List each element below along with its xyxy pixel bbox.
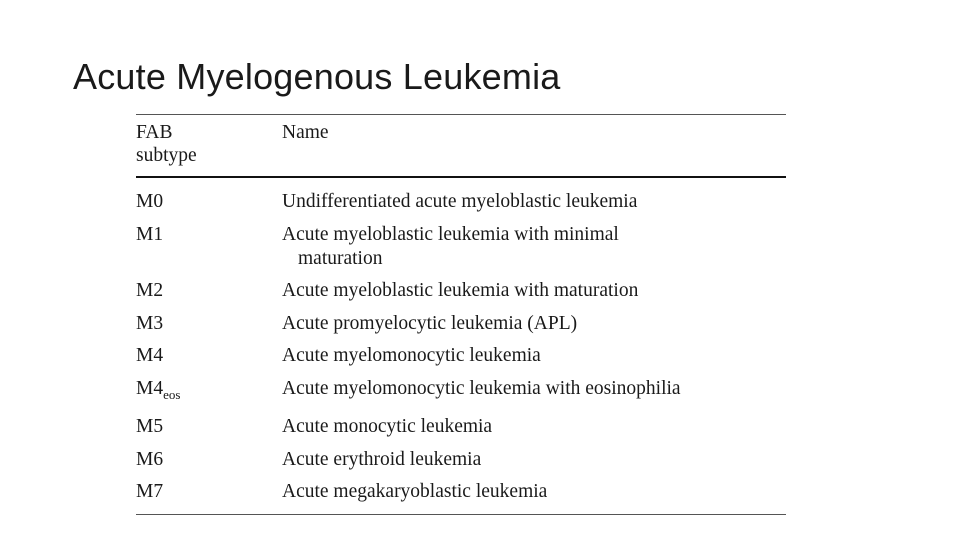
row-code-main: M4 (136, 377, 164, 399)
row-name: Acute monocytic leukemia (282, 416, 493, 437)
row-code: M0 (136, 191, 164, 212)
row-name: Acute megakaryoblastic leukemia (282, 481, 548, 502)
row-code: M4 (136, 345, 164, 366)
table-row (136, 448, 786, 472)
row-code: M3 (136, 312, 164, 334)
row-name-wrapper (282, 223, 786, 271)
table-row (136, 279, 786, 303)
row-code: M2 (136, 280, 164, 301)
header-subtype-label: subtype (136, 145, 197, 166)
row-code: M1 (136, 223, 164, 245)
table-header (136, 115, 786, 176)
row-name: Acute myelomonocytic leukemia (282, 345, 541, 366)
row-name: Acute erythroid leukemia (282, 448, 482, 470)
row-code: M7 (136, 481, 164, 502)
header-fab-label: FAB (136, 122, 173, 143)
table-row (136, 344, 786, 368)
row-code-subscript: eos (163, 386, 181, 402)
table-bottom-rule (136, 514, 786, 515)
row-code (136, 377, 282, 407)
row-name-continuation: maturation (298, 247, 383, 269)
table-row (136, 415, 786, 439)
table-row (136, 312, 786, 336)
fab-classification-table (136, 114, 786, 515)
row-name: Acute myeloblastic leukemia with minimal (282, 223, 619, 245)
row-name: Acute promyelocytic leukemia (APL) (282, 312, 578, 334)
table-row (136, 480, 786, 504)
row-name: Undifferentiated acute myeloblastic leukemia (282, 191, 638, 212)
header-name: Name (282, 122, 329, 143)
table-row (136, 190, 786, 214)
row-name: Acute myeloblastic leukemia with maturation (282, 280, 639, 301)
table-row (136, 223, 786, 271)
table-row (136, 377, 786, 407)
table-body (136, 178, 786, 514)
row-code: M5 (136, 416, 164, 437)
header-fab-subtype (136, 121, 282, 176)
row-code: M6 (136, 448, 164, 470)
slide-title: Acute Myelogenous Leukemia (73, 56, 561, 97)
row-name: Acute myelomonocytic leukemia with eosinophilia (282, 377, 681, 399)
